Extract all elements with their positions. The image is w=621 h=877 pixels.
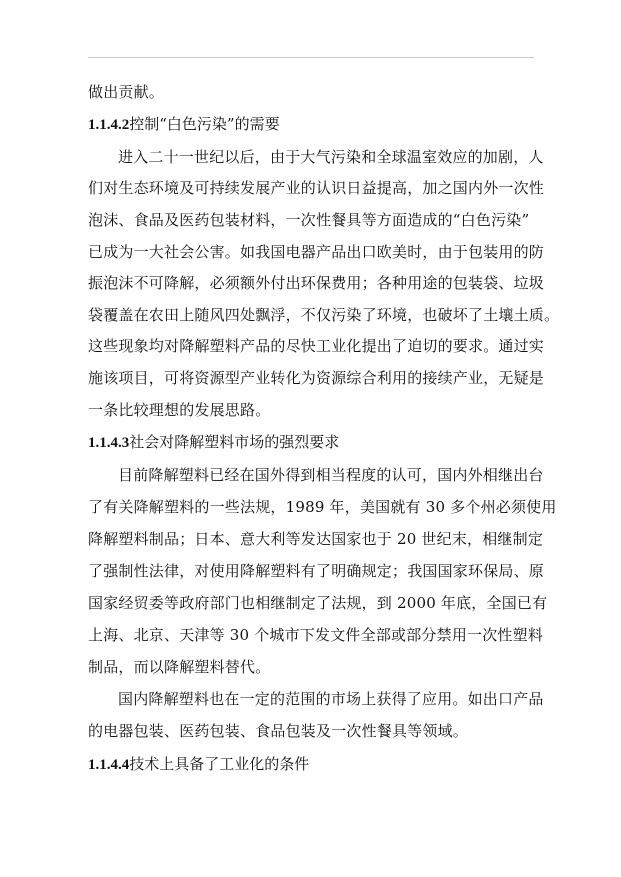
paragraph-line: 进入二十一世纪以后，由于大气污染和全球温室效应的加剧，人 [118, 148, 544, 166]
paragraph-line: 制品，而以降解塑料替代。 [88, 658, 271, 676]
paragraph-line: 这些现象均对降解塑料产品的尽快工业化提出了迫切的要求。通过实 [88, 337, 545, 355]
section-heading-1-1-4-4 [88, 754, 309, 775]
paragraph-line: 目前降解塑料已经在国外得到相当程度的认可，国内外相继出台 [118, 466, 544, 484]
paragraph-line: 一条比较理想的发展思路。 [88, 401, 271, 419]
section-title: 控制“白色污染”的需要 [129, 115, 280, 133]
paragraph-line: 振泡沫不可降解，必须额外付出环保费用；各种用途的包装袋、垃圾 [88, 274, 545, 292]
paragraph-line: 泡沫、食品及医药包装材料，一次性餐具等方面造成的“白色污染” [88, 211, 530, 229]
section-heading-1-1-4-3 [88, 432, 339, 453]
paragraph-line: 施该项目，可将资源型产业转化为资源综合利用的接续产业，无疑是 [88, 369, 545, 387]
top-fragment: 做出贡献。 [88, 83, 165, 101]
section-number: 1.1.4.3 [88, 435, 130, 451]
header-rule [88, 57, 534, 58]
paragraph-line: 降解塑料制品；日本、意大利等发达国家也于 20 世纪末，相继制定 [88, 530, 544, 548]
section-number: 1.1.4.2 [88, 117, 130, 133]
section-heading-1-1-4-2 [88, 114, 280, 135]
section-title: 技术上具备了工业化的条件 [129, 755, 310, 773]
paragraph-line: 的电器包装、医药包装、食品包装及一次性餐具等领域。 [88, 722, 469, 740]
paragraph-line: 已成为一大社会公害。如我国电器产品出口欧美时，由于包装用的防 [88, 243, 545, 261]
section-title: 社会对降解塑料市场的强烈要求 [129, 433, 340, 451]
paragraph-line: 上海、北京、天津等 30 个城市下发文件全部或部分禁用一次性塑料 [88, 626, 544, 644]
paragraph-line: 国内降解塑料也在一定的范围的市场上获得了应用。如出口产品 [118, 690, 544, 708]
paragraph-line: 袋覆盖在农田上随风四处飘浮，不仅污染了环境，也破坏了土壤土质。 [88, 306, 560, 324]
paragraph-line: 们对生态环境及可持续发展产业的认识日益提高，加之国内外一次性 [88, 179, 545, 197]
paragraph-line: 国家经贸委等政府部门也相继制定了法规，到 2000 年底，全国已有 [88, 594, 548, 612]
paragraph-line: 了有关降解塑料的一些法规，1989 年，美国就有 30 多个州必须使用 [88, 498, 557, 516]
paragraph-line: 了强制性法律，对使用降解塑料有了明确规定；我国国家环保局、原 [88, 562, 545, 580]
section-number: 1.1.4.4 [88, 757, 130, 773]
